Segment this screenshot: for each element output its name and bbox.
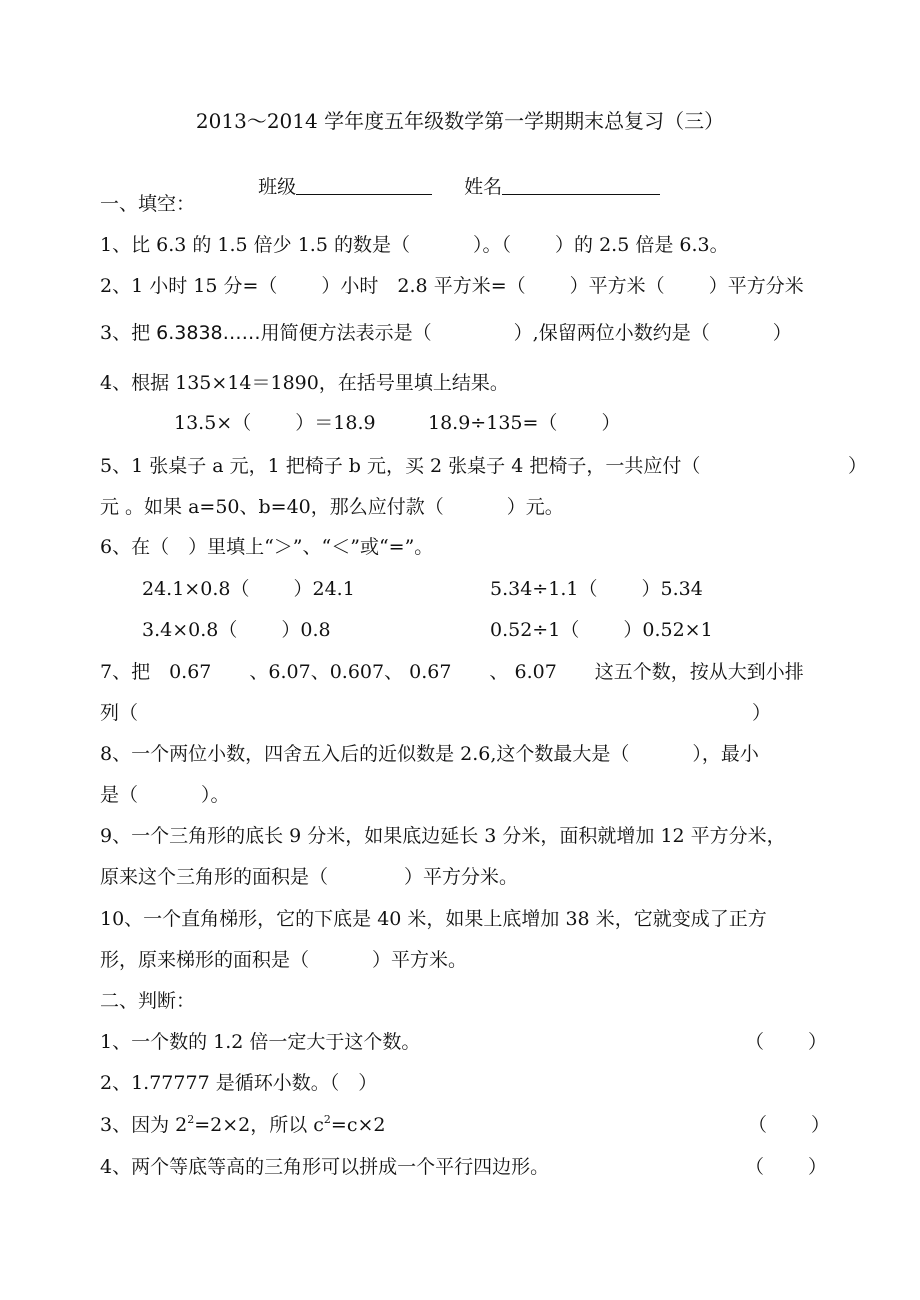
class-input-line[interactable]	[296, 174, 432, 195]
question-2: 2、1 小时 15 分=（ ）小时 2.8 平方米=（ ）平方米（ ）平方分米	[100, 275, 804, 297]
question-5-paren: ）	[848, 455, 868, 477]
name-label: 姓名	[464, 176, 503, 198]
class-label: 班级	[258, 176, 297, 198]
question-6: 6、在（ ）里填上“＞”、“＜”或“=”。	[100, 536, 434, 558]
question-9-line2: 原来这个三角形的面积是（ ）平方分米。	[100, 866, 519, 888]
name-input-line[interactable]	[502, 174, 660, 195]
q3-middle: 用简便方法表示是（ ）	[260, 322, 533, 344]
question-5-line2: 元 。如果 a=50、b=40，那么应付款（ ）元。	[100, 496, 564, 518]
j3-mid: =2×2，所以 c	[194, 1114, 324, 1136]
judge-1: 1、一个数的 1.2 倍一定大于这个数。	[100, 1031, 421, 1053]
question-6a: 24.1×0.8（ ）24.1	[142, 578, 355, 600]
question-10-line2: 形，原来梯形的面积是（ ）平方米。	[100, 949, 468, 971]
judge-2: 2、1.77777 是循环小数。（ ）	[100, 1072, 378, 1094]
question-4a: 13.5×（ ）＝18.9	[174, 412, 376, 434]
judge-4-answer[interactable]: （ ）	[745, 1156, 828, 1178]
question-4b: 18.9÷135=（ ）	[428, 412, 621, 434]
question-7-line2: 列（	[100, 702, 139, 724]
question-1: 1、比 6.3 的 1.5 倍少 1.5 的数是（ ）。（ ）的 2.5 倍是 6.3。	[100, 234, 729, 256]
section-fill-heading: 一、填空：	[100, 193, 196, 215]
judge-3-answer[interactable]: （ ）	[748, 1114, 831, 1136]
question-7-paren: ）	[752, 702, 772, 724]
question-3	[100, 321, 792, 345]
j3-exponent-2: 2	[323, 1113, 331, 1126]
header-row	[246, 150, 660, 199]
j3-exponent-1: 2	[187, 1113, 195, 1126]
q3-number: 6.3838……	[156, 322, 261, 344]
question-8-line2: 是（ ）。	[100, 784, 230, 806]
question-8-line1: 8、一个两位小数，四舍五入后的近似数是 2.6,这个数最大是（ ），最小	[100, 743, 759, 765]
judge-3	[100, 1113, 386, 1137]
judge-1-answer[interactable]: （ ）	[745, 1031, 828, 1053]
question-7-line1: 7、把 0.67 、6.07、0.607、 0.67 、 6.07 这五个数，按从大到小排	[100, 661, 804, 683]
j3-post: =c×2	[330, 1114, 386, 1136]
question-10-line1: 10、一个直角梯形，它的下底是 40 米，如果上底增加 38 米，它就变成了正方	[100, 908, 767, 930]
j3-pre: 3、因为 2	[100, 1114, 188, 1136]
judge-4: 4、两个等底等高的三角形可以拼成一个平行四边形。	[100, 1156, 550, 1178]
q3-suffix: ,保留两位小数约是（ ）	[532, 322, 792, 344]
question-6d: 0.52÷1（ ）0.52×1	[490, 619, 713, 641]
question-5-line1: 5、1 张桌子 a 元，1 把椅子 b 元，买 2 张桌子 4 把椅子，一共应付（	[100, 455, 701, 477]
question-6b: 5.34÷1.1（ ）5.34	[490, 578, 703, 600]
section-judge-heading: 二、判断：	[100, 990, 196, 1012]
q3-prefix: 3、把	[100, 322, 157, 344]
question-9-line1: 9、一个三角形的底长 9 分米，如果底边延长 3 分米，面积就增加 12 平方分米，	[100, 825, 786, 847]
worksheet-title: 2013～2014 学年度五年级数学第一学期期末总复习（三）	[195, 109, 725, 133]
question-4: 4、根据 135×14＝1890，在括号里填上结果。	[100, 372, 509, 394]
question-6c: 3.4×0.8（ ）0.8	[142, 619, 331, 641]
